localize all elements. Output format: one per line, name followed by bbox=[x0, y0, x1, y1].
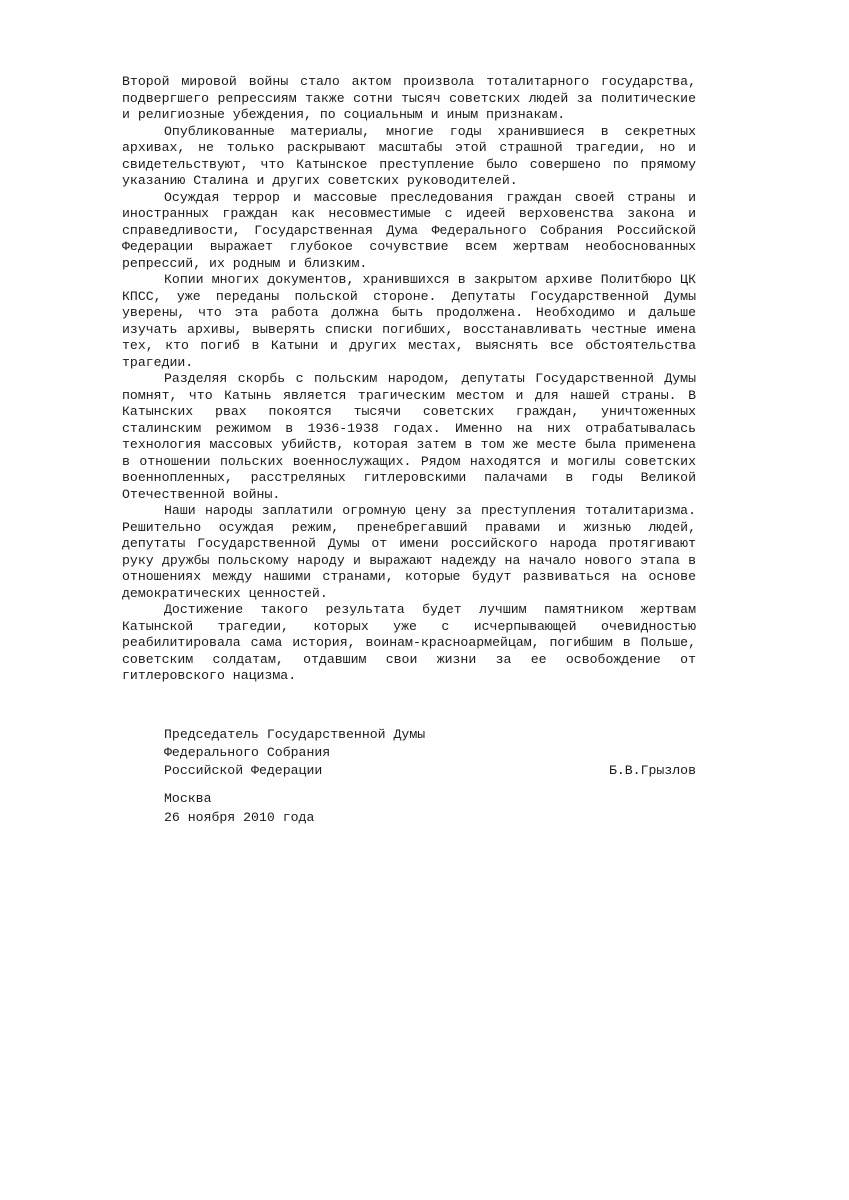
signature-title-line-2: Федерального Собрания bbox=[164, 745, 331, 760]
document-place: Москва bbox=[164, 791, 212, 806]
signature-title-line-3: Российской Федерации bbox=[164, 763, 323, 778]
paragraph-3: Осуждая террор и массовые преследования граждан своей страны и иностранных граждан как несовместимые с идеей верховенства закона и справедливости, Государственная Дума Федерального Собрания Российской Федерации выражает глубокое сочувствие всем жертвам необоснованных репрессий, их родным и близким. bbox=[122, 189, 696, 271]
paragraph-5: Разделяя скорбь с польским народом, депутаты Государственной Думы помнят, что Катынь является трагическим местом и для нашей страны. В Катынских рвах покоятся тысячи советских граждан, уничтоженных сталинским режимом в 1936-1938 годах. Именно на них отрабатывалась технология массовых убийств, которая затем в том же месте была применена в отношении польских военнослужащих. Рядом находятся и могилы советских военнопленных, расстреляных гитлеровскими палачами в годы Великой Отечественной войны. bbox=[122, 371, 696, 502]
paragraph-2: Опубликованные материалы, многие годы хранившиеся в секретных архивах, не только раскрывают масштабы этой страшной трагедии, но и свидетельствуют, что Катынское преступление было совершено по прямому указанию Сталина и других советских руководителей. bbox=[122, 123, 696, 188]
signature-block bbox=[164, 726, 696, 780]
signature-line-3 bbox=[164, 762, 696, 780]
paragraph-1: Второй мировой войны стало актом произвола тоталитарного государства, подвергшего репрессиям также сотни тысяч советских людей за политические и религиозные убеждения, по социальным и иным признакам. bbox=[122, 74, 696, 122]
signature-line-2 bbox=[164, 744, 696, 762]
paragraph-7: Достижение такого результата будет лучшим памятником жертвам Катынской трагедии, которых уже с исчерпывающей очевидностью реабилитировала сама история, воинам-красноармейцам, погибшим в Польше, советским солдатам, отдавшим свои жизни за ее освобождение от гитлеровского нацизма. bbox=[122, 602, 696, 683]
paragraph-6: Наши народы заплатили огромную цену за преступления тоталитаризма. Решительно осуждая режим, пренебрегавший правами и жизнью людей, депутаты Государственной Думы от имени российского народа протягивают руку дружбы польскому народу и выражают надежду на начало нового этапа в отношениях между нашими странами, которые будут развиваться на основе демократических ценностей. bbox=[122, 503, 696, 601]
document-body bbox=[122, 74, 696, 685]
document-date: 26 ноября 2010 года bbox=[164, 810, 315, 825]
signature-title-line-1: Председатель Государственной Думы bbox=[164, 727, 426, 742]
place-date-block bbox=[164, 789, 564, 827]
signer-name: Б.В.Грызлов bbox=[608, 763, 696, 778]
signature-line-1 bbox=[164, 726, 696, 744]
paragraph-4: Копии многих документов, хранившихся в закрытом архиве Политбюро ЦК КПСС, уже переданы польской стороне. Депутаты Государственной Думы уверены, что эта работа должна быть продолжена. Необходимо и дальше изучать архивы, выверять списки погибших, восстанавливать честные имена тех, кто погиб в Катыни и других местах, выяснять все обстоятельства трагедии. bbox=[122, 272, 696, 370]
